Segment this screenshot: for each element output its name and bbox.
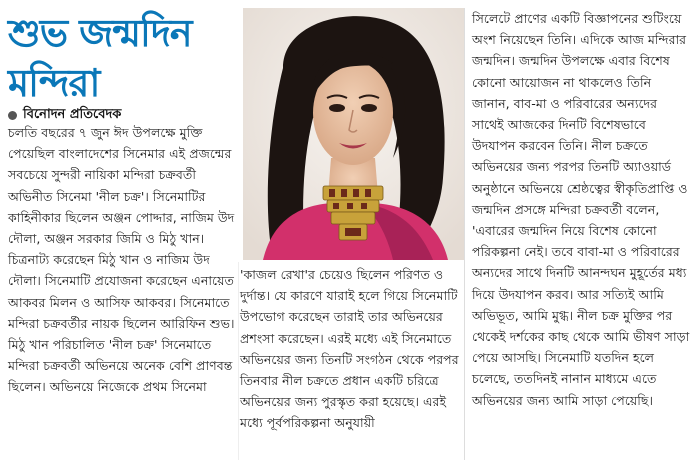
column-divider bbox=[238, 262, 239, 460]
headline-line-2: মন্দিরা bbox=[8, 61, 100, 105]
bullet-icon bbox=[8, 111, 17, 120]
article-column-2: 'কাজল রেখা'র চেয়েও ছিলেন পরিণত ও দুর্দান্ত। যে কারণে যারাই হলে গিয়ে সিনেমাটি উপভোগ করেছেন তারাই তার অভিনয়ের প্রশংসা করেছেন। এরই মধ্যে এই সিনেমাতে অভিনয়ের জন্য তিনটি সংগঠন থেকে পরপর তিনবার নীল চক্রতে প্রধান একটি চরিত্রে অভিনয়ের জন্য পুরস্কৃত করা হয়েছে। এরই মধ্যে পূর্বপরিকল্পনা অনুযায়ী bbox=[240, 267, 459, 431]
article-column-3: সিলেটে প্রাণের একটি বিজ্ঞাপনের শুটিংয়ে অংশ নিয়েছেন তিনি। এদিকে আজ মন্দিরার জন্মদিন। জন্মদিন উপলক্ষে এবার বিশেষ কোনো আয়োজন না থাকলেও তিনি জানান, বাব-মা ও পরিবারের অন্যদের সাথেই আজকের দিনটি বিশেষভাবে উদযাপন করবেন তিনি। নীল চক্রতে অভিনয়ের জন্য পরপর তিনটি অ্যাওয়ার্ড অনুষ্ঠানে অভিনয়ে শ্রেষ্ঠত্বের স্বীকৃতিপ্রাপ্তি ও জন্মদিন প্রসঙ্গে মন্দিরা চক্রবর্তী বলেন, 'এবারের জন্মদিন নিয়ে বিশেষ কোনো পরিকল্পনা নেই। তবে বাবা-মা ও পরিবারের অন্যদের সাথে দিনটি আনন্দঘন মুহূর্তের মধ্য দিয়ে উদযাপন করব। আর সত্যিই আমি অভিভূত, আমি মুগ্ধ। নীল চক্র মুক্তির পর থেকেই দর্শকের কাছ থেকে আমি ভীষণ সাড়া পেয়ে আসছি। সিনেমাটি যতদিন হলে চলেছে, ততদিনই নানান মাধ্যমে এতে অভিনয়ের জন্য আমি সাড়া পেয়েছি। bbox=[472, 11, 690, 408]
headline-line-1: শুভ জন্মদিন bbox=[8, 11, 192, 55]
actress-photo bbox=[243, 8, 465, 260]
article-column-1: চলতি বছরের ৭ জুন ঈদ উপলক্ষে মুক্তি পেয়েছিল বাংলাদেশের সিনেমার এই প্রজন্মের সবচেয়ে সুন্দরী নায়িকা মন্দিরা চক্রবর্তী অভিনীত সিনেমা 'নীল চক্র'। সিনেমাটির কাহিনীকার ছিলেন অঞ্জন পোদ্দার, নাজিম উদ দৌলা, অঞ্জন সরকার জিমি ও মিঠু খান। চিত্রনাট্য করেছেন মিঠু খান ও নাজিম উদ দৌলা। সিনেমাটি প্রযোজনা করেছেন এনায়েত আকবর মিলন ও আসিফ আকবর। সিনেমাতে মন্দিরা চক্রবর্তীর নায়ক ছিলেন আরিফিন শুভ। মিঠু খান পরিচালিত 'নীল চক্র' সিনেমাতে মন্দিরা চক্রবর্তী অভিনয়ে অনেক বেশি প্রাণবন্ত ছিলেন। অভিনয়ে নিজেকে প্রথম সিনেমা bbox=[8, 125, 235, 395]
byline-text: বিনোদন প্রতিবেদক bbox=[23, 107, 122, 122]
headline bbox=[8, 8, 236, 108]
column-divider bbox=[464, 8, 465, 460]
